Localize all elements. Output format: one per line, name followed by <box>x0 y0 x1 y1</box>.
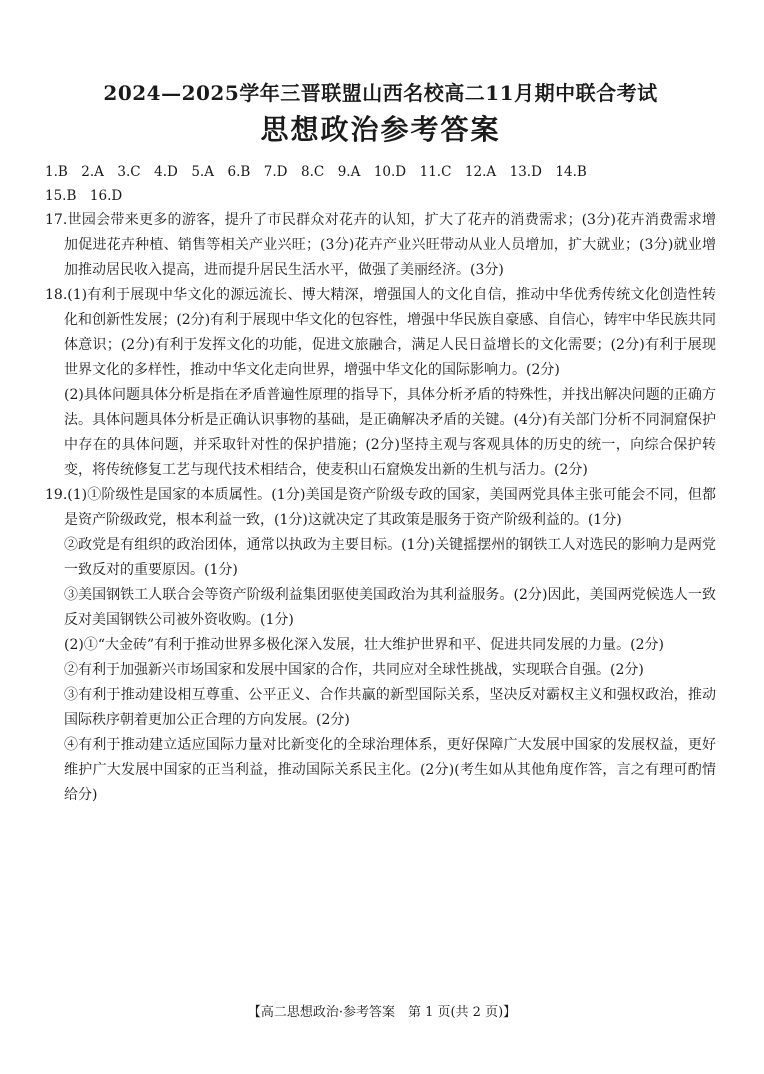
mc-answers-line-2: 15.B 16.D <box>45 188 123 204</box>
question-number: 18. <box>45 287 68 303</box>
question-18-answer <box>45 283 716 483</box>
document-subtitle: 思想政治参考答案 <box>260 113 501 146</box>
answer-text: 世园会带来更多的游客，提升了市民群众对花卉的认知，扩大了花卉的消费需求；(3分)花卉消费需求增加促进花卉种植、销售等相关产业兴旺；(3分)花卉产业兴旺带动从业人员增加，扩大就业；(3分)就业增加推动居民收入提高，进而提升居民生活水平，做强了美丽经济。(3分) <box>64 212 716 278</box>
answer-paragraph-2: ②政党是有组织的政治团体，通常以执政为主要目标。(1分)关键摇摆州的钢铁工人对选民的影响力是两党一致反对的重要原因。(1分) <box>64 537 716 578</box>
mc-answers-line-1: 1.B 2.A 3.C 4.D 5.A 6.B 7.D 8.C 9.A 10.D 11.C 12.A 13.D 14.B <box>45 164 587 180</box>
question-number: 19. <box>45 487 68 503</box>
answer-paragraph-3: ③美国钢铁工人联合会等资产阶级利益集团驱使美国政治为其利益服务。(2分)因此，美国两党候选人一致反对美国钢铁公司被外资收购。(1分) <box>64 587 716 628</box>
answer-part-1: (1)有利于展现中华文化的源远流长、博大精深，增强国人的文化自信，推动中华优秀传统文化创造性转化和创新性发展；(2分)有利于展现中华文化的包容性，增强中华民族自豪感、自信心，铸牢中华民族共同体意识；(2分)有利于发挥文化的功能，促进文旅融合，满足人民日益增长的文化需要；(2分)有利于展现世界文化的多样性，推动中华文化走向世界，增强中华文化的国际影响力。(2分) <box>64 287 716 378</box>
answer-paragraph-1: (1)①阶级性是国家的本质属性。(1分)美国是资产阶级专政的国家，美国两党具体主张可能会不同，但都是资产阶级政党，根本利益一致，(1分)这就决定了其政策是服务于资产阶级利益的。(1分) <box>64 487 716 528</box>
exam-title: 2024—2025学年三晋联盟山西名校高二11月期中联合考试 <box>103 81 658 105</box>
page-footer: 【高二思想政治·参考答案 第 1 页(共 2 页)】 <box>247 1005 517 1020</box>
multiple-choice-answers <box>45 160 716 208</box>
answer-part-2: (2)具体问题具体分析是指在矛盾普遍性原理的指导下，具体分析矛盾的特殊性，并找出解决问题的正确方法。具体问题具体分析是正确认识事物的基础，是正确解决矛盾的关键。(4分)有关部门分析不同洞窟保护中存在的具体问题，并采取针对性的保护措施；(2分)坚持主观与客观具体的历史的统一，向综合保护转变，将传统修复工艺与现代技术相结合，使麦积山石窟焕发出新的生机与活力。(2分) <box>64 387 716 478</box>
answer-paragraph-4: (2)①“大金砖”有利于推动世界多极化深入发展，壮大维护世界和平、促进共同发展的力量。(2分) <box>64 637 664 653</box>
question-number: 17. <box>45 212 68 228</box>
question-19-answer <box>45 483 716 808</box>
answer-paragraph-7: ④有利于推动建立适应国际力量对比新变化的全球治理体系，更好保障广大发展中国家的发展权益，更好维护广大发展中国家的正当利益，推动国际关系民主化。(2分)(考生如从其他角度作答，言之有理可酌情给分) <box>64 737 716 803</box>
answer-paragraph-5: ②有利于加强新兴市场国家和发展中国家的合作，共同应对全球性挑战，实现联合自强。(2分) <box>64 662 644 678</box>
answer-paragraph-6: ③有利于推动建设相互尊重、公平正义、合作共赢的新型国际关系，坚决反对霸权主义和强权政治，推动国际秩序朝着更加公正合理的方向发展。(2分) <box>64 687 716 728</box>
question-17-answer <box>45 208 716 283</box>
